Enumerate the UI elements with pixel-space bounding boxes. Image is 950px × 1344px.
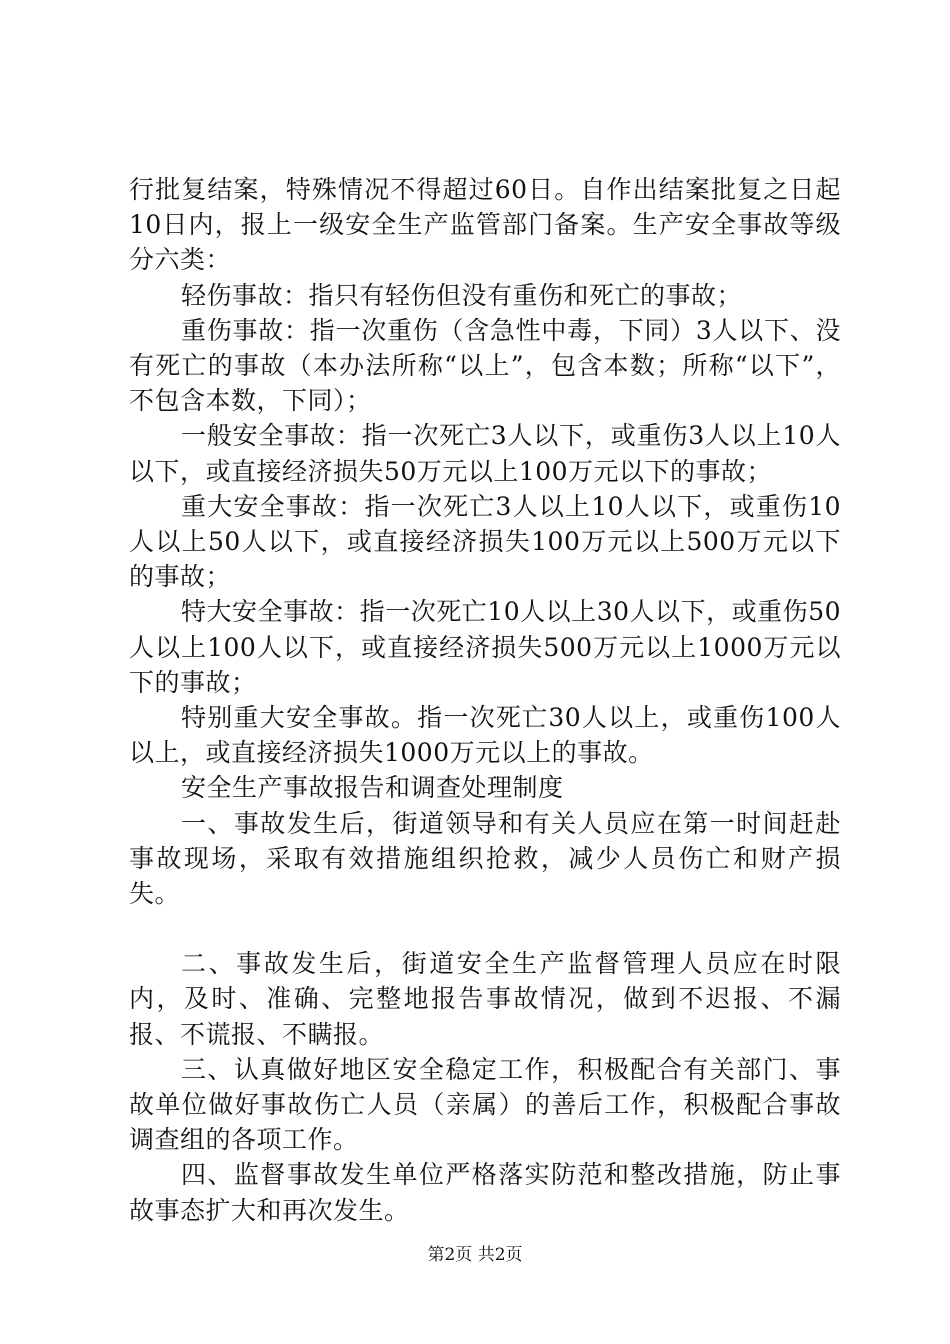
paragraph-extra-major-accident: 特大安全事故：指一次死亡10人以上30人以下，或重伤50人以上100人以下，或直接经济损失500万元以上1000万元以下的事故； [129, 597, 841, 697]
paragraph-item-3: 三、认真做好地区安全稳定工作，积极配合有关部门、事故单位做好事故伤亡人员（亲属）的善后工作，积极配合事故调查组的各项工作。 [129, 1054, 841, 1155]
paragraph-minor-injury: 轻伤事故：指只有轻伤但没有重伤和死亡的事故； [181, 280, 743, 310]
page-footer [0, 1244, 950, 1266]
total-pages: 共2页 [477, 1245, 523, 1265]
paragraph-item-1: 一、事故发生后，街道领导和有关人员应在第一时间赶赴事故现场，采取有效措施组织抢救，减少人员伤亡和财产损失。 [129, 808, 841, 909]
document-body [129, 172, 841, 1228]
section-heading: 安全生产事故报告和调查处理制度 [181, 773, 564, 803]
paragraph-serious-injury: 重伤事故：指一次重伤（含急性中毒，下同）3人以下、没有死亡的事故（本办法所称“以上”，包含本数；所称“以下”，不包含本数，下同）； [129, 315, 841, 416]
paragraph-intro: 行批复结案，特殊情况不得超过60日。自作出结案批复之日起10日内，报上一级安全生产监管部门备案。生产安全事故等级分六类： [129, 175, 841, 275]
paragraph-especially-major-accident: 特别重大安全事故。指一次死亡30人以上，或重伤100人以上，或直接经济损失1000万元以上的事故。 [129, 703, 841, 768]
paragraph-item-2: 二、事故发生后，街道安全生产监督管理人员应在时限内，及时、准确、完整地报告事故情况，做到不迟报、不漏报、不谎报、不瞒报。 [129, 949, 841, 1049]
paragraph-item-4: 四、监督事故发生单位严格落实防范和整改措施，防止事故事态扩大和再次发生。 [129, 1160, 841, 1225]
paragraph-major-accident: 重大安全事故：指一次死亡3人以上10人以下，或重伤10人以上50人以下，或直接经济损失100万元以上500万元以下的事故； [129, 491, 841, 592]
paragraph-general-accident: 一般安全事故：指一次死亡3人以下，或重伤3人以上10人以下，或直接经济损失50万元以上100万元以下的事故； [129, 421, 841, 486]
paragraph-spacer [129, 911, 841, 946]
page-number: 第2页 [427, 1245, 473, 1265]
